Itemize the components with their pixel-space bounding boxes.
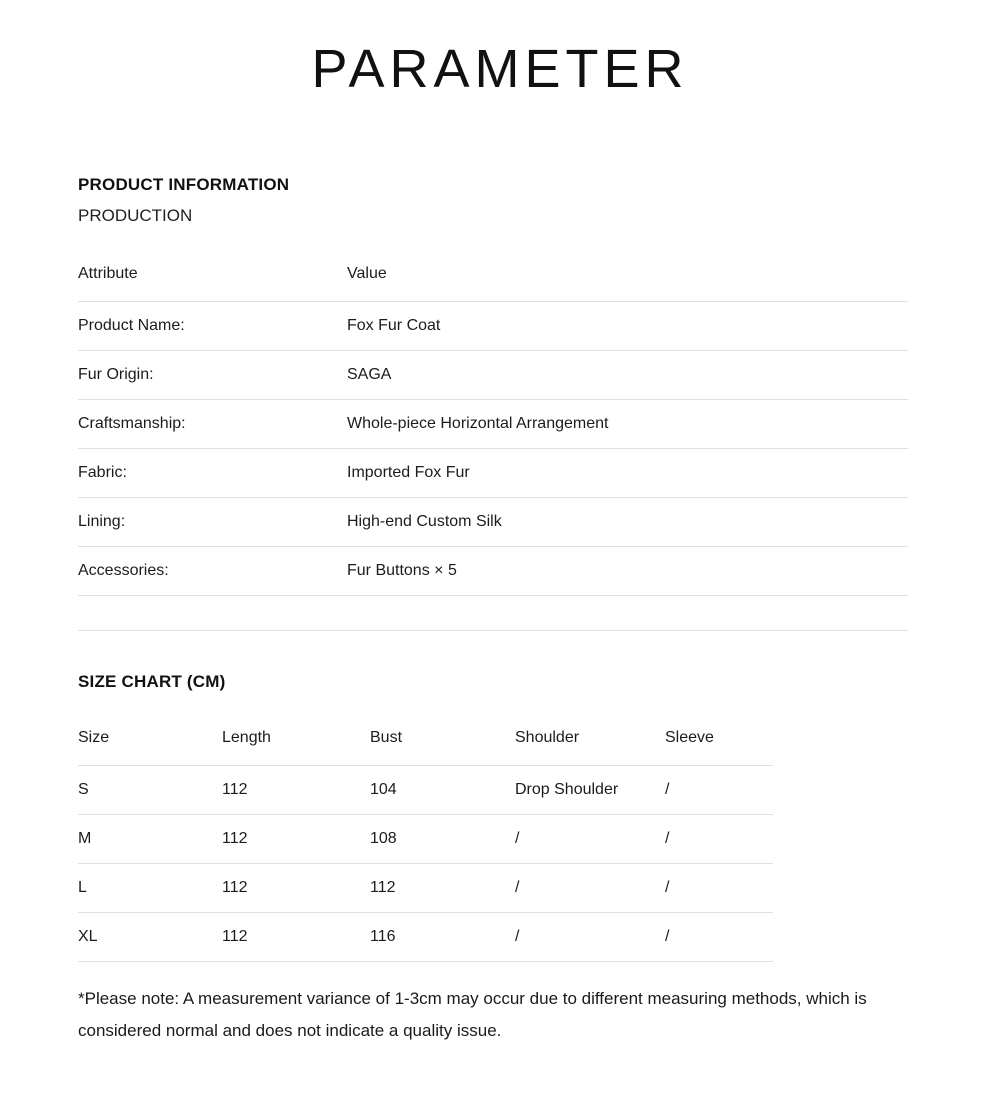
column-header-sleeve: Sleeve <box>665 720 773 766</box>
attribute-label: Accessories: <box>78 547 347 596</box>
bust-cell: 112 <box>370 864 515 913</box>
attribute-label: Fabric: <box>78 449 347 498</box>
product-info-heading: PRODUCT INFORMATION <box>78 175 290 195</box>
attribute-label: Lining: <box>78 498 347 547</box>
shoulder-cell: Drop Shoulder <box>515 766 665 815</box>
attribute-value: Imported Fox Fur <box>347 449 908 498</box>
shoulder-cell: / <box>515 815 665 864</box>
length-cell: 112 <box>222 766 370 815</box>
attribute-value: Fur Buttons × 5 <box>347 547 908 596</box>
page-title: PARAMETER <box>311 39 689 99</box>
size-row-m <box>78 815 773 864</box>
spacer-cell <box>78 596 908 631</box>
attribute-value: Fox Fur Coat <box>347 302 908 351</box>
size-row-l <box>78 864 773 913</box>
attribute-label: Craftsmanship: <box>78 400 347 449</box>
length-cell: 112 <box>222 864 370 913</box>
size-row-xl <box>78 913 773 962</box>
size-cell: XL <box>78 913 222 962</box>
table-row <box>78 400 908 449</box>
bust-cell: 104 <box>370 766 515 815</box>
table-row <box>78 351 908 400</box>
sleeve-cell: / <box>665 815 773 864</box>
product-info-section <box>78 175 922 631</box>
table-row <box>78 547 908 596</box>
bust-cell: 116 <box>370 913 515 962</box>
size-chart-section <box>78 672 922 1047</box>
size-chart-header-row <box>78 720 773 766</box>
size-cell: M <box>78 815 222 864</box>
size-cell: L <box>78 864 222 913</box>
sleeve-cell: / <box>665 766 773 815</box>
table-row <box>78 498 908 547</box>
column-header-value: Value <box>347 256 908 302</box>
column-header-size: Size <box>78 720 222 766</box>
length-cell: 112 <box>222 913 370 962</box>
size-row-s <box>78 766 773 815</box>
sleeve-cell: / <box>665 864 773 913</box>
table-row <box>78 302 908 351</box>
table-row <box>78 449 908 498</box>
length-cell: 112 <box>222 815 370 864</box>
sleeve-cell: / <box>665 913 773 962</box>
product-info-subheading: PRODUCTION <box>78 206 193 226</box>
column-header-length: Length <box>222 720 370 766</box>
product-info-table <box>78 256 908 631</box>
measurement-note: *Please note: A measurement variance of 1-3cm may occur due to different measuring methods, which is considered normal and does not indicate a quality issue. <box>78 989 867 1041</box>
attribute-label: Fur Origin: <box>78 351 347 400</box>
table-spacer-row <box>78 596 908 631</box>
attribute-value: SAGA <box>347 351 908 400</box>
attribute-value: High-end Custom Silk <box>347 498 908 547</box>
product-info-header-row <box>78 256 908 302</box>
shoulder-cell: / <box>515 913 665 962</box>
column-header-attribute: Attribute <box>78 256 347 302</box>
size-chart-heading: SIZE CHART (CM) <box>78 672 226 692</box>
shoulder-cell: / <box>515 864 665 913</box>
bust-cell: 108 <box>370 815 515 864</box>
column-header-bust: Bust <box>370 720 515 766</box>
column-header-shoulder: Shoulder <box>515 720 665 766</box>
attribute-value: Whole-piece Horizontal Arrangement <box>347 400 908 449</box>
size-cell: S <box>78 766 222 815</box>
attribute-label: Product Name: <box>78 302 347 351</box>
size-chart-table <box>78 720 773 962</box>
